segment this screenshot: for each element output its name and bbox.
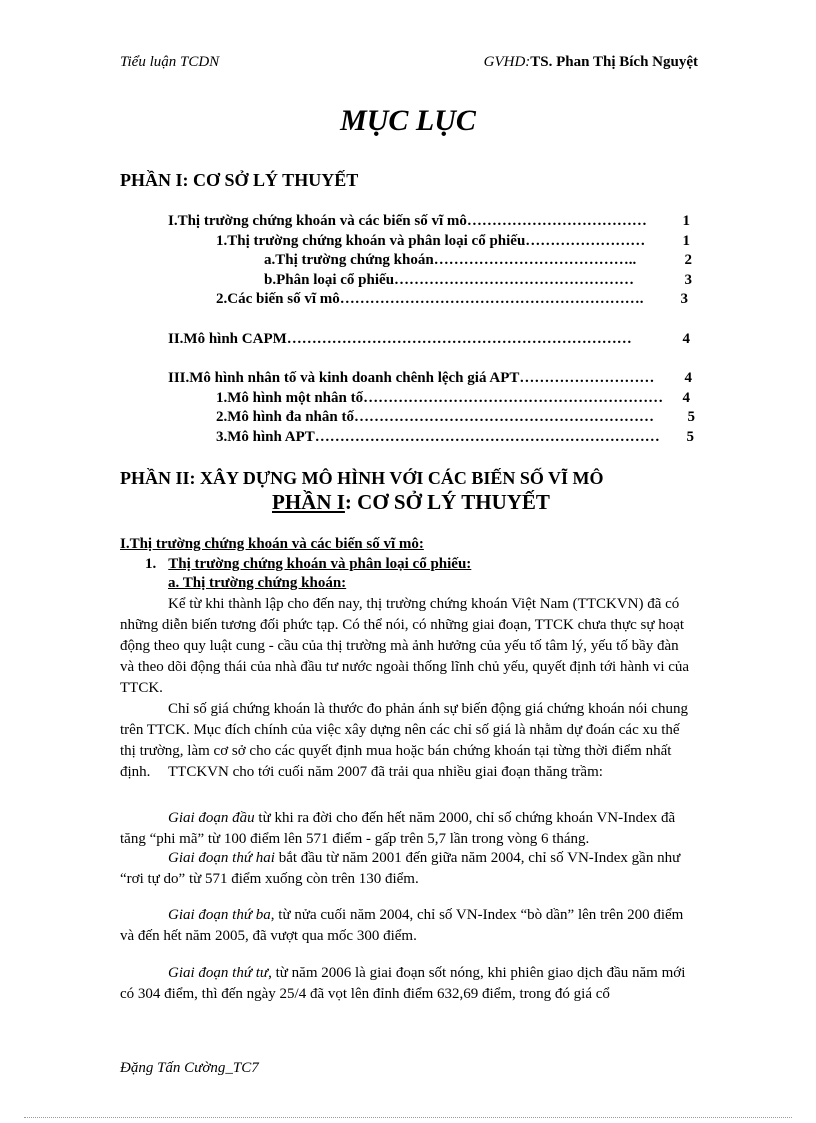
paragraph: TTCKVN cho tới cuối năm 2007 đã trải qua nhiều giai đoạn thăng trầm: [168, 764, 603, 780]
paragraph-stage [120, 848, 696, 890]
header-left: Tiểu luận TCDN [120, 54, 220, 70]
stage-label: Giai đoạn thứ hai [168, 850, 275, 866]
toc-entry-page: 1 [682, 233, 690, 249]
toc-entry-page: 4 [682, 390, 690, 406]
toc-entry-page: 1 [682, 213, 690, 229]
stage-text: , từ năm 2006 là giai đoạn sốt nóng, khi phiên giao dịch đầu năm mới có 304 điểm, thì đến ngày 25/4 đã vọt lên đỉnh điểm 632,69 điểm, trong đó giá cổ [120, 965, 686, 1002]
toc-entry-text: III.Mô hình nhân tố và kinh doanh chênh lệch giá APT……………………… [168, 370, 655, 386]
footer-author: Đặng Tấn Cường_TC7 [120, 1060, 259, 1076]
paragraph-stage [120, 905, 696, 947]
toc-entry[interactable] [216, 390, 690, 407]
toc-entry[interactable] [168, 370, 692, 387]
page-bottom-divider [24, 1117, 792, 1118]
section-number: 1. [145, 556, 157, 572]
paragraph-stage [120, 963, 696, 1005]
header-right-name: TS. Phan Thị Bích Nguyệt [530, 54, 698, 70]
paragraph-stage [120, 808, 696, 850]
section-heading-1-1 [145, 556, 471, 573]
toc-entry-page: 3 [680, 291, 688, 307]
paragraph: Kể từ khi thành lập cho đến nay, thị trường chứng khoán Việt Nam (TTCKVN) đã có những diễn biến tương đối phức tạp. Có thể nói, có những giai đoạn, TTCK chưa thực sự hoạt động theo quy luật cung - cầu của thị trường mà ảnh hưởng của yếu tố tâm lý, yếu tố bầy đàn và theo dõi động thái của nhà đầu tư nước ngoài thống lĩnh chủ yếu, quyết định tới hành vi của TTCK. [120, 596, 690, 696]
stage-text: bắt đầu từ năm 2001 đến giữa năm 2004, chỉ số VN-Index gần như “rơi tự do” từ 571 điểm xuống còn trên 130 điểm. [120, 850, 681, 887]
toc-entry-page: 4 [682, 331, 690, 347]
page-title: MỤC LỤC [340, 104, 476, 137]
toc-entry-text: 1.Mô hình một nhân tố…………………………………………………… [216, 390, 664, 406]
part1-heading: PHẦN I: CƠ SỞ LÝ THUYẾT [120, 170, 359, 190]
toc-entry[interactable] [216, 233, 690, 250]
toc-entry-text: 2.Mô hình đa nhân tố…………………………………………………… [216, 409, 654, 425]
toc-entry[interactable] [216, 291, 688, 308]
toc-entry-text: II.Mô hình CAPM…………………………………………………………… [168, 331, 632, 347]
toc-entry-text: b.Phân loại cổ phiếu………………………………………… [264, 272, 635, 288]
stage-text: từ khi ra đời cho đến hết năm 2000, chỉ số chứng khoán VN-Index đã tăng “phi mã” từ 100 điểm lên 571 điểm - gấp trên 5,7 lần trong vòng 6 tháng. [120, 810, 676, 847]
part2-heading: PHẦN II: XÂY DỰNG MÔ HÌNH VỚI CÁC BIẾN SỐ VĨ MÔ [120, 468, 604, 488]
toc-entry[interactable] [216, 409, 695, 426]
toc-entry-page: 3 [684, 272, 692, 288]
toc-entry-text: 3.Mô hình APT…………………………………………………………… [216, 429, 660, 445]
stage-label: Giai đoạn đầu [168, 810, 255, 826]
section-heading-1-1-a: a. Thị trường chứng khoán: [168, 575, 347, 591]
toc-entry-text: 1.Thị trường chứng khoán và phân loại cổ phiếu…………………… [216, 233, 646, 249]
body-section-title-rest: : CƠ SỞ LÝ THUYẾT [344, 490, 550, 514]
toc-entry-page: 5 [687, 409, 695, 425]
toc-entry-text: I.Thị trường chứng khoán và các biến số vĩ mô……………………………… [168, 213, 647, 229]
paragraph: Chỉ số giá chứng khoán là thước đo phản ánh sự biến động giá chứng khoán nói chung trên TTCK. Mục đích chính của việc xây dựng nên các chỉ số giá là nhằm dự đoán các xu thế thị trường, làm cơ sở cho các quyết định mua hoặc bán chứng khoán tại từng thời điểm nhất định. [120, 701, 688, 780]
header-right [484, 54, 698, 71]
section-heading-1-1-text: Thị trường chứng khoán và phân loại cổ phiếu: [168, 556, 472, 572]
toc-entry-text: 2.Các biến số vĩ mô……………………………………………………. [216, 291, 644, 307]
section-heading-1: I.Thị trường chứng khoán và các biến số vĩ mô: [120, 536, 424, 552]
toc-entry[interactable] [264, 272, 692, 289]
toc-entry[interactable] [216, 429, 694, 446]
body-section-title [272, 490, 550, 515]
toc-entry[interactable] [168, 331, 690, 348]
toc-entry-page: 2 [684, 252, 692, 268]
toc-entry-page: 4 [684, 370, 692, 386]
stage-label: Giai đoạn thứ ba [168, 907, 271, 923]
header-right-label: GVHD: [483, 54, 531, 70]
toc-entry[interactable] [264, 252, 692, 269]
stage-label: Giai đoạn thứ tư [168, 965, 269, 981]
toc-entry-text: a.Thị trường chứng khoán………………………………….. [264, 252, 637, 268]
toc-entry[interactable] [168, 213, 690, 230]
toc-entry-page: 5 [686, 429, 694, 445]
stage-text: , từ nửa cuối năm 2004, chỉ số VN-Index “bò dần” lên trên 200 điểm và đến hết năm 2005, đã vượt qua mốc 300 điểm. [120, 907, 684, 944]
body-section-title-underlined: PHẦN I [272, 490, 345, 514]
